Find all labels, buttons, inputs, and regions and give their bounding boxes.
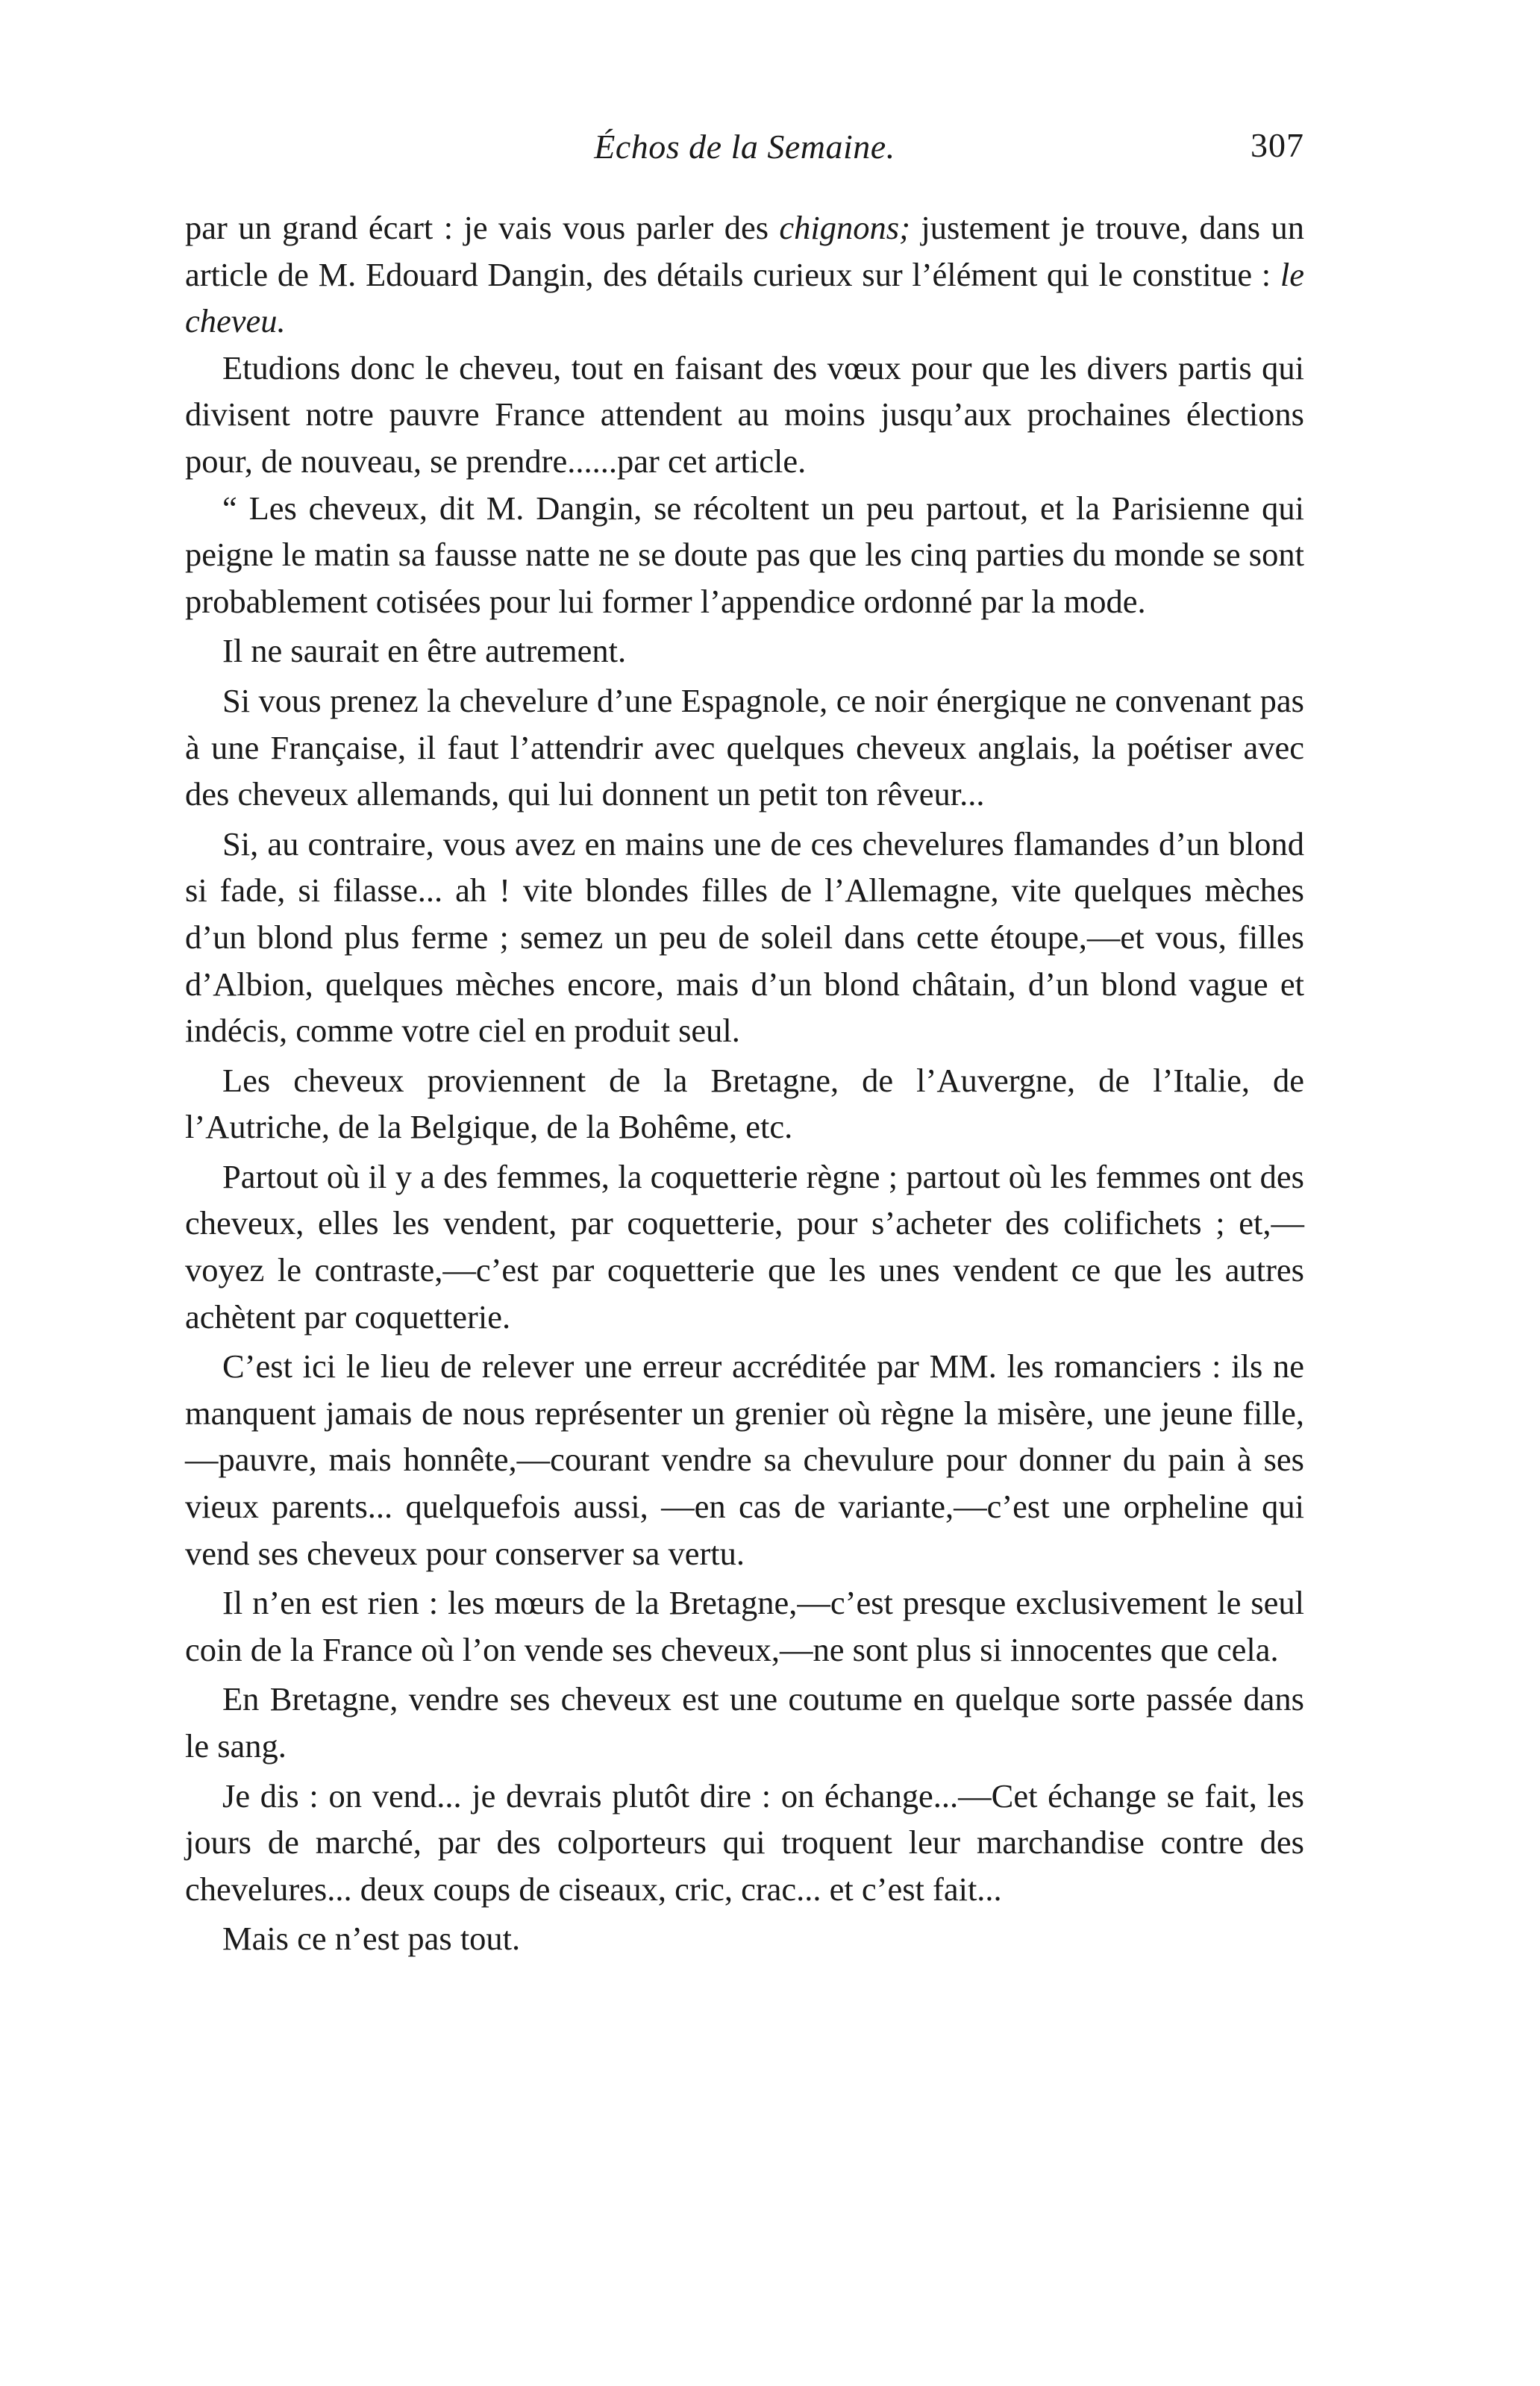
paragraph-11: En Bretagne, vendre ses cheveux est une coutume en quelque sorte passée dans le sang.	[185, 1680, 1304, 1765]
paragraph-2: Etudions donc le cheveu, tout en faisant des vœux pour que les divers partis qui divisent notre pauvre France attendent au moins jusqu’aux prochaines élections pour, de nouveau, se prendre......par cet article.	[185, 348, 1304, 480]
paragraph-1-tail: justement je trouve, dans un article de M. Edouard Dangin, des détails curieux sur l’élément qui le constitue :	[185, 209, 1304, 293]
body-text	[185, 204, 1304, 1962]
paragraph-1-lead: par un grand écart : je vais vous parler des	[185, 209, 780, 246]
paragraph-1-italic-chignons: chignons;	[779, 209, 910, 246]
running-title: Échos de la Semaine.	[594, 128, 895, 166]
paragraph-10: Il n’en est rien : les mœurs de la Bretagne,—c’est presque exclusivement le seul coin de la France où l’on vende ses cheveux,—ne sont plus si innocentes que cela.	[185, 1584, 1304, 1668]
paragraph-8: Partout où il y a des femmes, la coquetterie règne ; partout où les femmes ont des cheveux, elles les vendent, par coquetterie, pour s’acheter des colifichets ; et,—voyez le contraste,—c’est par coquetterie que les unes vendent ce que les autres achètent par coquetterie.	[185, 1157, 1304, 1336]
page-number: 307	[1251, 126, 1304, 164]
paragraph-4: Il ne saurait en être autrement.	[222, 632, 627, 670]
paragraph-5: Si vous prenez la chevelure d’une Espagnole, ce noir énergique ne convenant pas à une Française, il faut l’attendrir avec quelques cheveux anglais, la poétiser avec des cheveux allemands, qui lui donnent un petit ton rêveur...	[185, 681, 1304, 813]
book-page	[185, 119, 1304, 2283]
paragraph-3: “ Les cheveux, dit M. Dangin, se récoltent un peu partout, et la Parisienne qui peigne le matin sa fausse natte ne se doute pas que les cinq parties du monde se sont probablement cotisées pour lui former l’appendice ordonné par la mode.	[185, 489, 1304, 620]
paragraph-6: Si, au contraire, vous avez en mains une de ces chevelures flamandes d’un blond si fade, si filasse... ah ! vite blondes filles de l’Allemagne, vite quelques mèches d’un blond plus ferme ; semez un peu de soleil dans cette étoupe,—et vous, filles d’Albion, quelques mèches encore, mais d’un blond châtain, d’un blond vague et indécis, comme votre ciel en produit seul.	[185, 824, 1304, 1050]
paragraph-1	[185, 204, 1304, 345]
paragraph-13: Mais ce n’est pas tout.	[222, 1920, 521, 1958]
paragraph-7: Les cheveux proviennent de la Bretagne, de l’Auvergne, de l’Italie, de l’Autriche, de la Belgique, de la Bohême, etc.	[185, 1061, 1304, 1146]
paragraph-1-italic-cheveu: le cheveu.	[185, 255, 1304, 340]
paragraph-12: Je dis : on vend... je devrais plutôt dire : on échange...—Cet échange se fait, les jours de marché, par des colporteurs qui troquent leur marchandise contre des chevelures... deux coups de ciseaux, cric, crac... et c’est fait...	[185, 1776, 1304, 1908]
running-header	[185, 119, 1304, 179]
paragraph-9: C’est ici le lieu de relever une erreur accréditée par MM. les romanciers : ils ne manquent jamais de nous représenter un grenier où règne la misère, une jeune fille,—pauvre, mais honnête,—courant vendre sa chevulure pour donner du pain à ses vieux parents... quelquefois aussi, —en cas de variante,—c’est une orpheline qui vend ses cheveux pour conserver sa vertu.	[185, 1347, 1304, 1572]
